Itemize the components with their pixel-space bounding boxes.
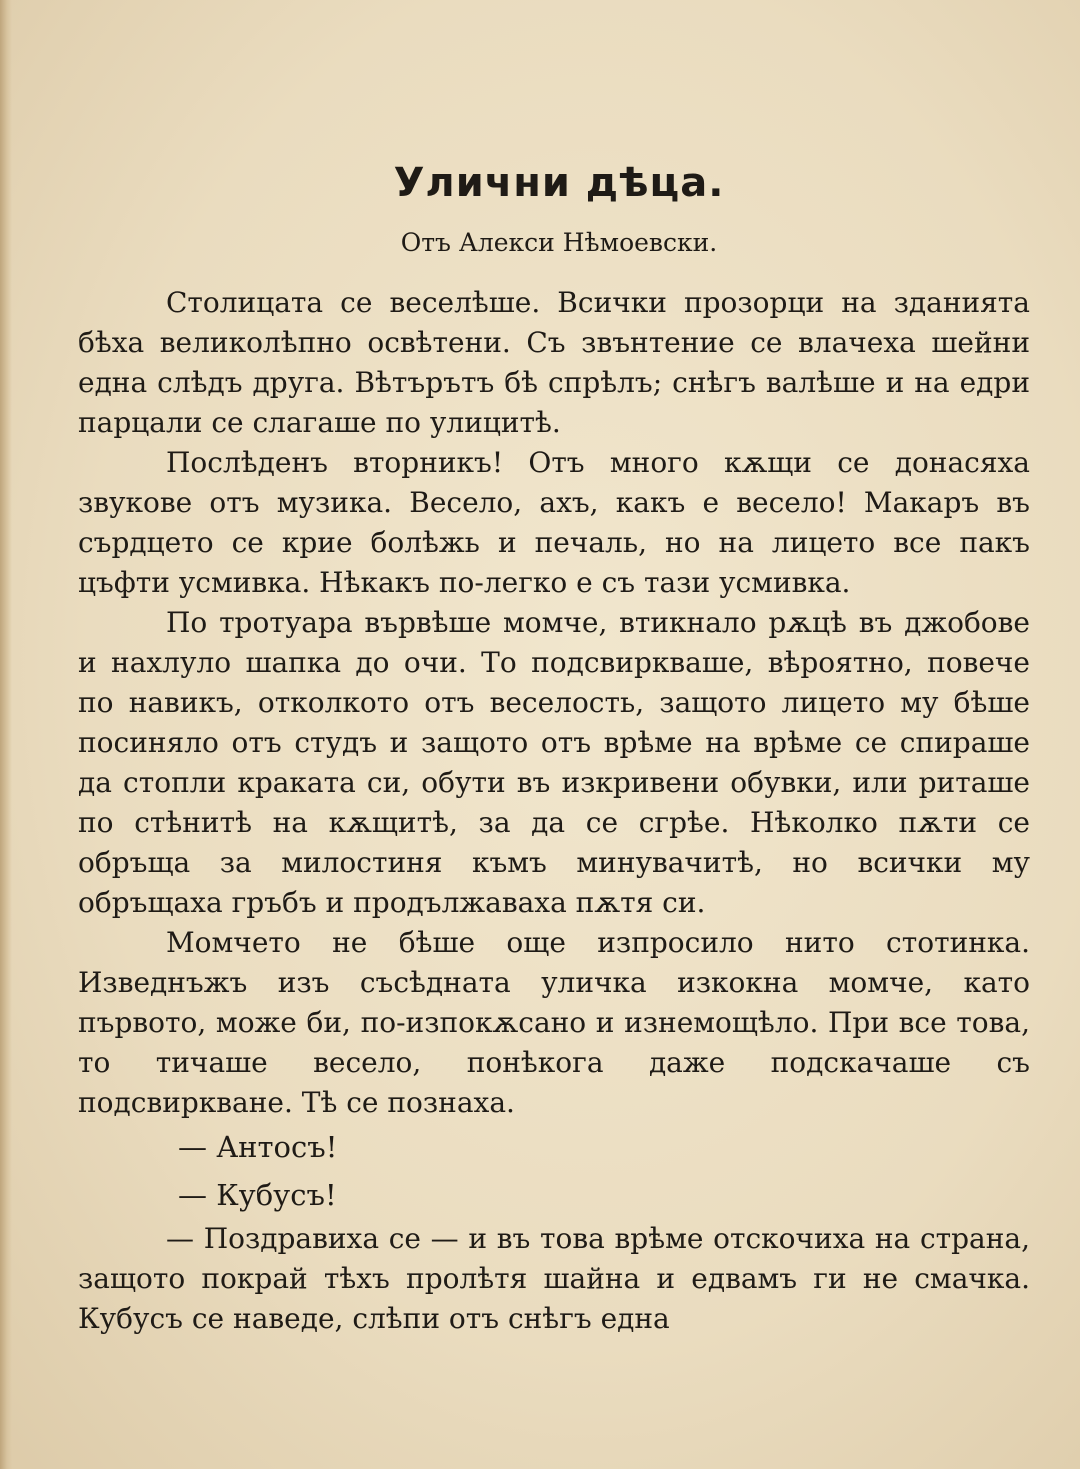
page-binding-edge [0, 0, 12, 1469]
article [78, 160, 1030, 1339]
paragraph-3: По тротуара вървѣше момче, втикнало рѫцѣ въ джобове и нахлуло шапка до очи. То подсвиркваше, вѣроятно, повече по навикъ, отколкото отъ веселость, защото лицето му бѣше посиняло отъ студъ и защото отъ врѣме на врѣме се спираше да стопли краката си, обути въ изкривени обувки, или риташе по стѣнитѣ на кѫщитѣ, за да се сгрѣе. Нѣколко пѫти се обръща за милостиня къмъ минувачитѣ, но всички му обръщаха гръбъ и продължаваха пѫтя си. [78, 606, 1030, 919]
article-byline: Отъ Алекси Нѣмоевски. [400, 228, 718, 257]
paragraph-5: — Поздравиха се — и въ това врѣме отскочиха на страна, защото покрай тѣхъ пролѣтя шайна и едвамъ ги не смачка. Кубусъ се наведе, слѣпи отъ снѣгъ една [78, 1222, 1030, 1335]
paragraph-2: Послѣденъ вторникъ! Отъ много кѫщи се донасяха звукове отъ музика. Весело, ахъ, какъ е весело! Макаръ въ сърдцето се крие болѣжь и печаль, но на лицето все пакъ цъфти усмивка. Нѣкакъ по-легко е съ тази усмивка. [78, 446, 1030, 599]
article-title: Улични дѣца. [393, 160, 725, 206]
dialogue-line-1: — Антосъ! [178, 1130, 338, 1164]
paragraph-1: Столицата се веселѣше. Всички прозорци на зданията бѣха великолѣпно освѣтени. Съ звънтение се влачеха шейни една слѣдъ друга. Вѣтърътъ бѣ спрѣлъ; снѣгъ валѣше и на едри парцали се слагаше по улицитѣ. [78, 286, 1030, 439]
paragraph-4: Момчето не бѣше още изпросило нито стотинка. Изведнъжъ изъ съсѣдната уличка изкокна момче, като първото, може би, по-изпокѫсано и изнемощѣло. При все това, то тичаше весело, понѣкога даже подскачаше съ подсвиркване. Тѣ се познаха. [78, 926, 1030, 1119]
dialogue-line-2: — Кубусъ! [178, 1178, 337, 1212]
